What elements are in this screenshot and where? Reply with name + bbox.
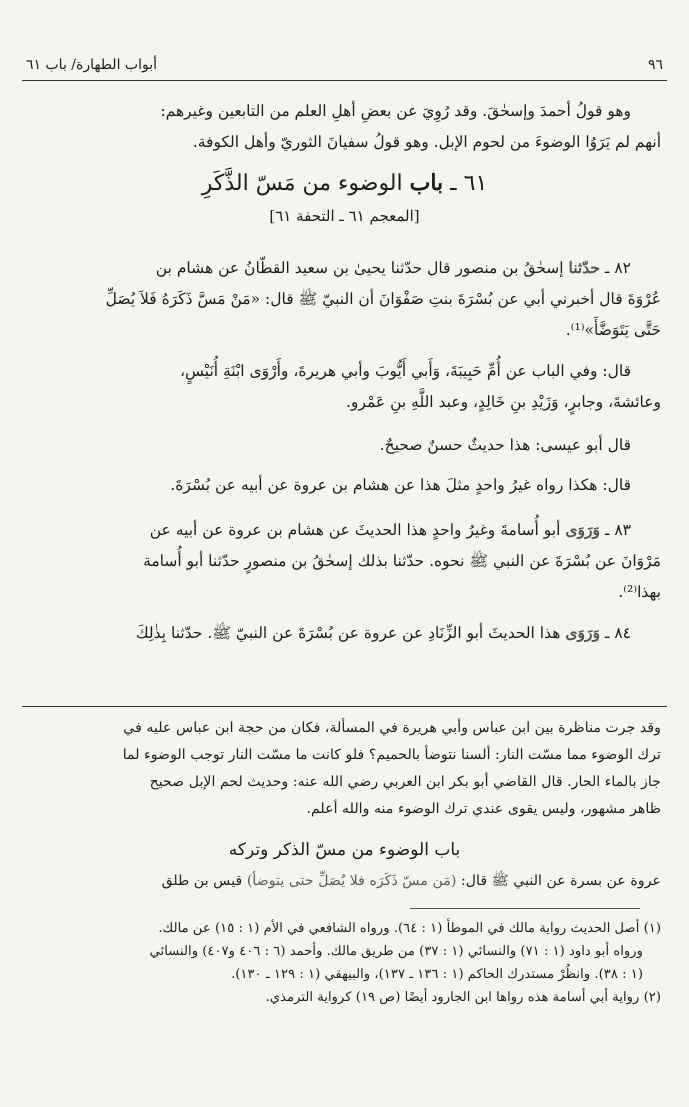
bab-line-2: وعائشةَ، وجابرٍ، وَزَيْدِ بنِ خَالِدٍ، وعبد اللَّهِ بنِ عَمْرو. [346, 393, 661, 411]
commentary-last-line [28, 868, 661, 895]
commentary-last-suffix: قيس بن طلق [161, 873, 243, 889]
hadith-84 [28, 617, 661, 649]
hadith-84-text-1: هذا الحديثَ أبو الزِّنَادِ عن عروة عن بُسْرَةَ عن النبيّ ﷺ. حدّثنا بِذٰلِكَ [135, 624, 561, 642]
chapter-reference: [المعجم ٦١ ـ التحفة ٦١] [269, 207, 420, 225]
hadith-84-line-1 [28, 617, 661, 649]
footnote-1-line-3: (١ : ٣٨). وانظُرْ مستدرك الحاكم (١ : ١٣٦ ـ ١٣٧)، والبيهقي (١ : ١٢٩ ـ ١٣٠). [231, 967, 643, 982]
commentary-line-1: وقد جرت مناظرة بين ابن عباس وأبي هريرة في المسألة، فكان من حجة ابن عباس عليه في [123, 720, 661, 736]
hadith-82 [28, 252, 661, 346]
footnotes [28, 917, 661, 1009]
hadith-82-line-3: حَتَّى يَتَوَضَّأَ»⁽¹⁾. [565, 321, 661, 339]
commentary-section-title: باب الوضوء من مسّ الذكر وتركه [228, 840, 461, 860]
commentary-last-prefix: عروة عن بسرة عن النبي ﷺ قال: [460, 873, 661, 889]
hakadha-line: قال: هكذا رواه غيرُ واحدٍ مثلَ هذا عن هشام بن عروة عن أبيه عن بُسْرَةَ. [170, 476, 631, 494]
hadith-83-line-1 [28, 514, 661, 546]
hadith-82-line-1 [28, 252, 661, 284]
hadith-84-number: ٨٤ ـ [604, 624, 631, 642]
footnote-divider [410, 908, 640, 909]
footnote-2: (٢) رواية أبي أسامة هذه رواها ابن الجارود أيضًا (ص ١٩) كرواية الترمذي. [265, 990, 661, 1005]
commentary-paragraph [28, 715, 661, 823]
commentary-last-quote: (مَن مسّ ذَكَرَه فلا يُصَلِّ حتى يتوضأ) [246, 873, 457, 889]
chapter-number: ٦١ ـ [450, 171, 488, 196]
commentary-line-2: ترك الوضوء مما مسّت النار: ألسنا نتوضأ بالحميم؟ فلو كانت ما مسّت النار توجب الوضوء لما [122, 747, 661, 763]
chapter-heading: الوضوء من مَسّ الذَّكَرِ [201, 171, 403, 196]
abu-isa-line: قال أبو عيسى: هذا حديثٌ حسنٌ صحيحٌ. [379, 436, 631, 454]
hadith-82-text-1: إسحٰقُ بن منصور قال حدّثنا يحيىٰ بن سعيد القطّانُ عن هشام بن [155, 259, 564, 277]
hadith-82-lead: حدّثنا [568, 258, 600, 277]
footnote-1-line-1: (١) أصل الحديث رواية مالك في الموطأ (١ : ٦٤). ورواه الشافعي في الأم (١ : ١٥) عن مالك. [158, 921, 661, 936]
chapter-title [0, 170, 689, 196]
hadith-83-text-1: أبو أُسامةَ وغيرُ واحدٍ هذا الحديثَ عن هشام بن عروة عن أبيه عن [149, 521, 561, 539]
hadith-83-line-3: بهذا⁽²⁾. [618, 583, 661, 601]
commentary-line-4: ظاهر مشهور، وليس يقوى عندي ترك الوضوء منه والله أعلم. [306, 801, 661, 817]
intro-line-1: وهو قولُ أحمدَ وإسحٰقَ. وقد رُوِيَ عن بعضِ أهلِ العلم من التابعين وغيرهم: [160, 102, 631, 120]
hadith-82-line-2: عُرْوَةَ قال أخبرني أبي عن بُسْرَةَ بنتِ صَفْوَانَ أن النبيّ ﷺ قال: «مَنْ مَسَّ ذَكَرَهُ فَلاَ يُصَلِّ [105, 290, 661, 308]
bab-line-1: قال: وفي الباب عن أُمِّ حَبِيبَةَ، وَأَبي أَيُّوبَ وأبي هريرةَ، وأَرْوَى ابْنَةِ أُنَيْسٍ، [180, 362, 631, 380]
header-divider [22, 80, 667, 81]
bab-paragraph [28, 356, 661, 418]
hadith-83-number: ٨٣ ـ [604, 521, 631, 539]
intro-line-2: أنهم لم يَرَوُا الوضوءَ من لحوم الإبل. وهو قولُ سفيانَ الثوريّ وأهل الكوفة. [192, 133, 661, 151]
commentary-line-3: جاز بالماء الحار. قال القاضي أبو بكر ابن العربي رضي الله عنه: وحديث لحم الإبل صحيح [149, 774, 661, 790]
hadith-83 [28, 514, 661, 608]
hadith-82-number: ٨٢ ـ [604, 259, 631, 277]
footnote-1-line-2: ورواه أبو داود (١ : ٧١) والنسائي (١ : ٣٧) من طريق مالك. وأحمد (٦ : ٤٠٦ و٤٠٧) والنسائي [149, 944, 643, 959]
commentary-divider [22, 706, 667, 707]
abu-isa-paragraph [28, 430, 661, 461]
page-number: ٩٦ [647, 57, 663, 73]
hadith-84-lead: وَرَوَى [565, 623, 600, 642]
hakadha-paragraph [28, 470, 661, 501]
running-title: أبواب الطهارة/ باب ٦١ [26, 57, 157, 73]
intro-paragraph [28, 96, 661, 158]
hadith-83-line-2: مَرْوَانَ عن بُسْرَةَ عن النبي ﷺ نحوه. حدّثنا بذلك إسحٰقُ بن منصورٍ حدّثنا أبو أُسامة [143, 552, 661, 570]
hadith-83-lead: وَرَوَى [565, 520, 600, 539]
chapter-keyword: باب [409, 170, 444, 196]
